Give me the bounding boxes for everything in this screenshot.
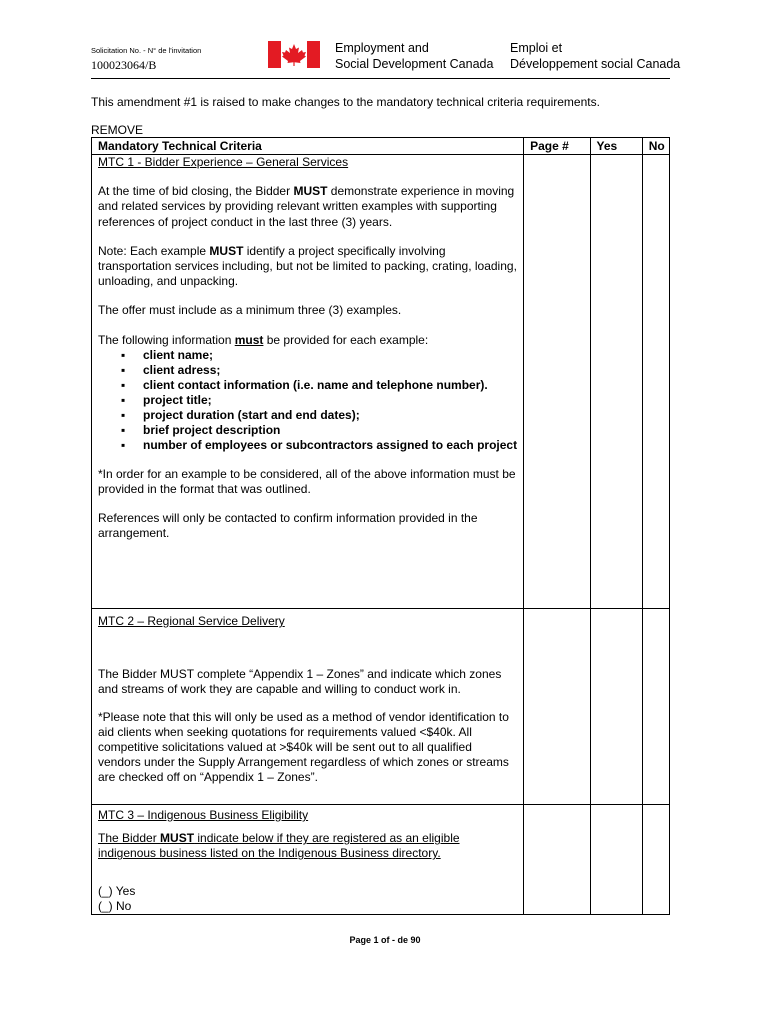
canada-flag-icon	[268, 41, 320, 68]
page-number: Page 1 of - de 90	[349, 935, 421, 945]
mtc1-title: MTC 1 - Bidder Experience – General Services	[98, 155, 349, 169]
department-en-line-1: Employment and	[335, 41, 429, 55]
list-item: ▪ client contact information (i.e. name and telephone number).	[143, 378, 517, 393]
mtc1-no-cell[interactable]	[642, 155, 669, 609]
department-en-line-2: Social Development Canada	[335, 57, 494, 71]
mtc1-page-cell[interactable]	[524, 155, 590, 609]
mtc3-option-no[interactable]: (_) No	[98, 898, 132, 913]
mtc3-criteria-cell	[92, 805, 524, 915]
header-criteria: Mandatory Technical Criteria	[92, 138, 524, 155]
header-divider	[91, 78, 670, 79]
mtc2-no-cell[interactable]	[642, 609, 669, 805]
solicitation-number: 100023064/B	[91, 58, 157, 72]
list-item: ▪ project title;	[143, 393, 517, 408]
mtc1-paragraph-2: Note: Each example MUST identify a project specifically involving transportation services including, but not be limited to packing, crating, loading, unloading, and unpacking.	[98, 243, 517, 289]
list-item: ▪ project duration (start and end dates);	[143, 408, 517, 423]
mtc2-criteria-cell	[92, 609, 524, 805]
mtc3-yes-cell[interactable]	[590, 805, 642, 915]
mtc2-paragraph-2: *Please note that this will only be used as a method of vendor identification to aid clients when seeking quotations for requirements valued <$40k. All competitive solicitations valued at >$40k will be sent out to all qualified vendors under the Supply Arrangement regardless of which zones or streams are checked off on “Appendix 1 – Zones”.	[98, 709, 509, 785]
mtc3-title: MTC 3 – Indigenous Business Eligibility	[98, 808, 309, 822]
table-header-row	[92, 138, 670, 155]
mtc1-criteria-cell	[92, 155, 524, 609]
header-page: Page #	[524, 138, 590, 155]
mtc1-yes-cell[interactable]	[590, 155, 642, 609]
mtc3-no-cell[interactable]	[642, 805, 669, 915]
header-yes: Yes	[590, 138, 642, 155]
required-info-list	[98, 348, 517, 453]
mtc1-paragraph-1: At the time of bid closing, the Bidder MUST demonstrate experience in moving and related services by providing relevant written examples with supporting references of project conduct in the last three (3) years.	[98, 184, 515, 229]
list-item: ▪ brief project description	[143, 423, 517, 438]
mtc2-page-cell[interactable]	[524, 609, 590, 805]
mtc3-page-cell[interactable]	[524, 805, 590, 915]
solicitation-label: Solicitation No. - N° de l'invitation	[91, 46, 202, 55]
department-fr-line-2: Développement social Canada	[510, 57, 681, 71]
table-row-mtc3	[92, 805, 670, 915]
department-fr-line-1: Emploi et	[510, 41, 563, 55]
mtc1-paragraph-4: The following information must be provided for each example:	[98, 332, 429, 347]
mtc1-paragraph-5: *In order for an example to be considered, all of the above information must be provided in the format that was outlined.	[98, 466, 516, 497]
mandatory-criteria-table	[91, 137, 670, 915]
list-item: ▪ client name;	[143, 348, 517, 363]
mtc3-paragraph-1: The Bidder MUST indicate below if they are registered as an eligible indigenous business listed on the Indigenous Business directory.	[98, 831, 460, 861]
list-item: ▪ number of employees or subcontractors assigned to each project	[143, 438, 517, 453]
department-name-french	[510, 40, 680, 72]
mtc1-paragraph-6: References will only be contacted to confirm information provided in the arrangement.	[98, 511, 478, 541]
mtc2-yes-cell[interactable]	[590, 609, 642, 805]
mtc2-title: MTC 2 – Regional Service Delivery	[98, 614, 285, 628]
table-row-mtc1	[92, 155, 670, 609]
department-name-english	[335, 40, 493, 72]
amendment-intro: This amendment #1 is raised to make changes to the mandatory technical criteria requirements.	[91, 95, 600, 109]
header-no: No	[642, 138, 669, 155]
mtc3-option-yes[interactable]: (_) Yes	[98, 883, 136, 898]
mtc2-paragraph-1: The Bidder MUST complete “Appendix 1 – Zones” and indicate which zones and streams of work they are capable and willing to conduct work in.	[98, 667, 502, 697]
list-item: ▪ client adress;	[143, 363, 517, 378]
table-row-mtc2	[92, 609, 670, 805]
remove-label: REMOVE	[91, 123, 144, 137]
mtc1-paragraph-3: The offer must include as a minimum three (3) examples.	[98, 303, 402, 318]
